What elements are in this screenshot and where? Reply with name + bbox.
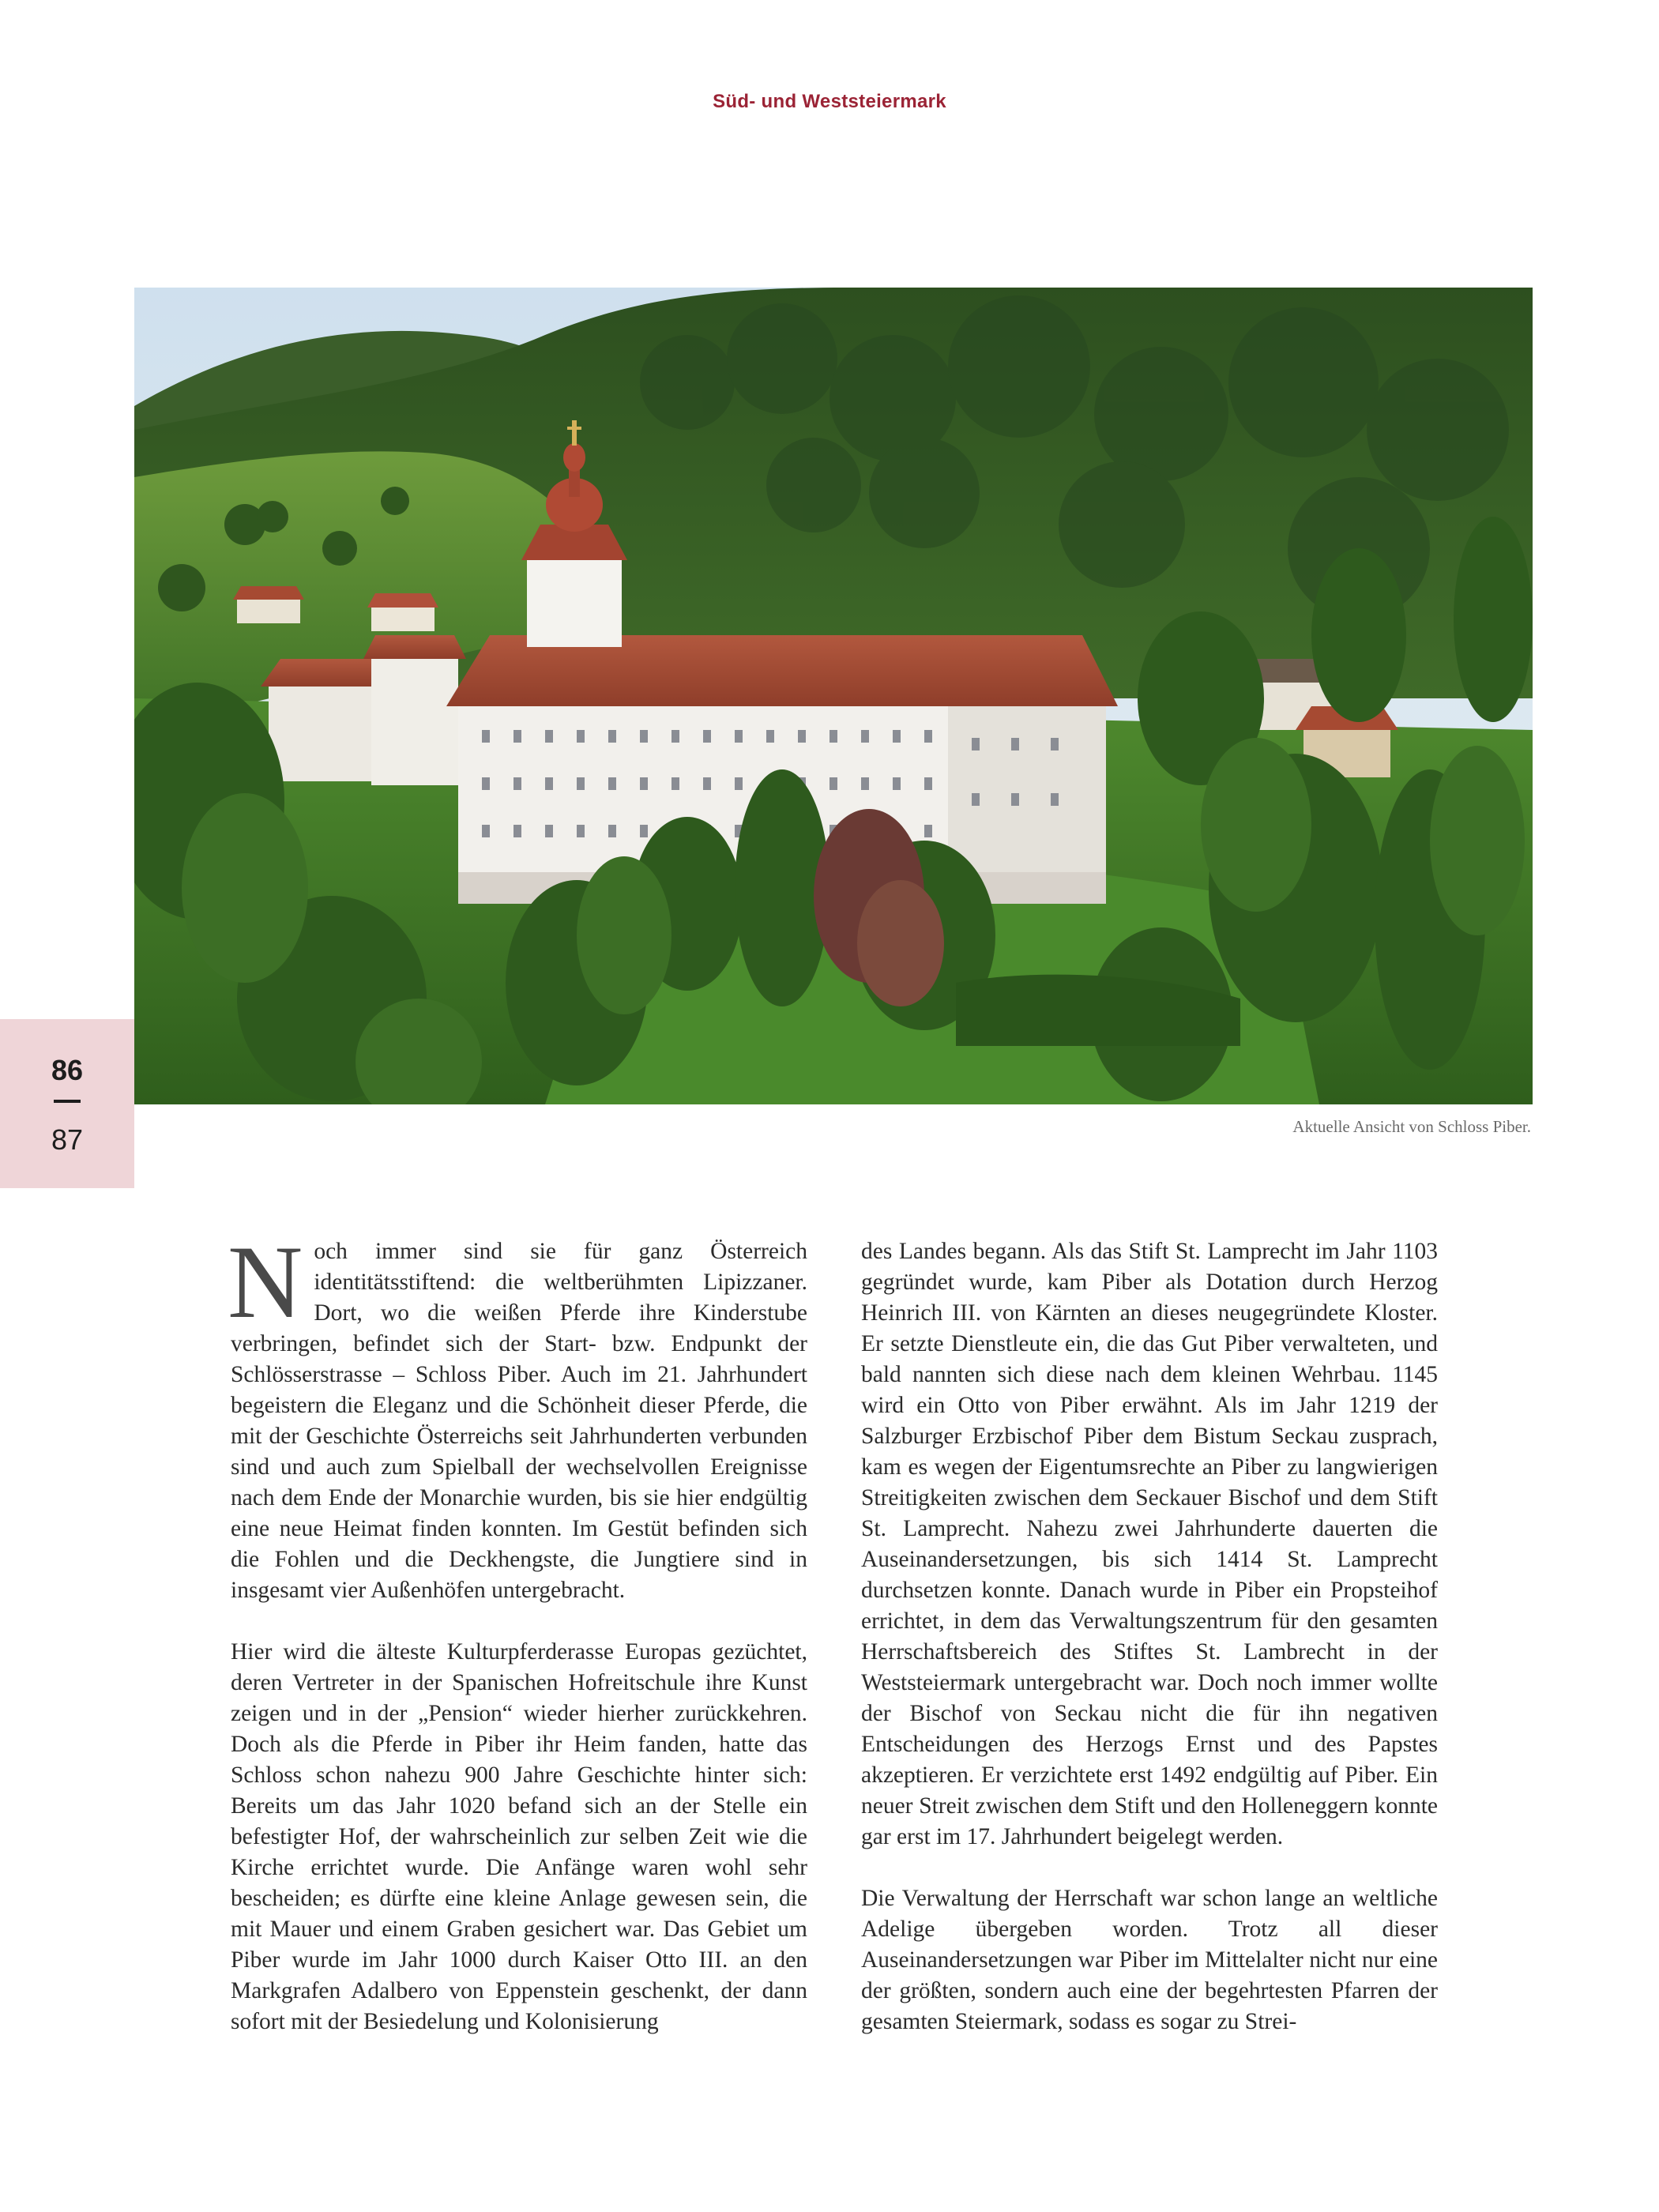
drop-cap: N bbox=[228, 1224, 303, 1340]
photo-caption: Aktuelle Ansicht von Schloss Piber. bbox=[1292, 1117, 1531, 1136]
facing-page-number: 87 bbox=[51, 1123, 84, 1156]
castle-photo bbox=[134, 288, 1533, 1104]
text-column-right bbox=[861, 1236, 1438, 2068]
running-head: Süd- und Weststeiermark bbox=[713, 91, 946, 112]
body-paragraph: Hier wird die älteste Kulturpferderasse Europas gezüchtet, deren Vertreter in der Spanischen Hofreitschule ihre Kunst zeigen und in der „Pension“ wieder hierher zurückkehren. Doch als die Pferde in Piber ihr Heim fanden, hatte das Schloss schon nahezu 900 Jahre Geschichte hinter sich: Bereits um das Jahr 1020 befand sich an der Stelle ein befestigter Hof, der wahrscheinlich zur selben Zeit wie die Kirche errichtet wurde. Die Anfänge waren wohl sehr bescheiden; es dürfte eine kleine Anlage gewesen sein, die mit Mauer und einem Graben gesichert war. Das Gebiet um Piber wurde im Jahr 1000 durch Kaiser Otto III. an den Markgrafen Adalbero von Eppenstein geschenkt, der dann sofort mit der Besiedelung und Kolonisierung bbox=[231, 1639, 807, 2034]
body-paragraph: Die Verwaltung der Herrschaft war schon lange an weltliche Adelige übergeben worden. Trotz all dieser Auseinandersetzungen war Piber im Mittelalter nicht nur eine der größten, sondern auch eine der begehrtesten Pfarren der gesamten Steiermark, sodass es sogar zu Strei- bbox=[861, 1886, 1438, 2034]
page-number-divider bbox=[54, 1100, 81, 1103]
page-number-tab bbox=[0, 1019, 134, 1188]
body-paragraph: des Landes begann. Als das Stift St. Lamprecht im Jahr 1103 gegründet wurde, kam Piber als Dotation durch Herzog Heinrich III. von Kärnten an dieses neugegründete Kloster. Er setzte Dienstleute ein, die das Gut Piber verwalteten, und bald nannten sich diese nach dem kleinen Wehrbau. 1145 wird ein Otto von Piber erwähnt. Als im Jahr 1219 der Salzburger Erzbischof Piber dem Bistum Seckau zusprach, kam es wegen der Eigentumsrechte an Piber zu langwierigen Streitigkeiten zwischen dem Seckauer Bischof und dem Stift St. Lamprecht. Nahezu zwei Jahrhunderte dauerten die Auseinandersetzungen, bis sich 1414 St. Lamprecht durchsetzen konnte. Danach wurde in Piber ein Propsteihof errichtet, in dem das Verwaltungszentrum für den gesamten Herrschaftsbereich des Stiftes St. Lambrecht in der Weststeiermark untergebracht war. Doch noch immer wollte der Bischof von Seckau nicht die für ihn negativen Entscheidungen des Herzogs Ernst und des Papstes akzeptieren. Er verzichtete erst 1492 endgültig auf Piber. Ein neuer Streit zwischen dem Stift und den Holleneggern konnte gar erst im 17. Jahrhundert beigelegt werden. bbox=[861, 1239, 1438, 1849]
text-column-left bbox=[228, 1224, 807, 2068]
intro-paragraph-text: och immer sind sie für ganz Österreich identitätsstiftend: die weltberühmten Lipizzaner. Dort, wo die weißen Pferde ihre Kinderstube verbringen, befindet sich der Start- bzw. Endpunkt der Schlösserstrasse – Schloss Piber. Auch im 21. Jahrhundert begeistern die Eleganz und die Schönheit dieser Pferde, die mit der Geschichte Österreichs seit Jahrhunderten verbunden sind und auch zum Spielball der wechselvollen Ereignisse nach dem Ende der Monarchie wurden, bis sie hier endgültig eine neue Heimat finden konnten. Im Gestüt befinden sich die Fohlen und die Deckhengste, die Jungtiere sind in insgesamt vier Außenhöfen untergebracht. bbox=[231, 1239, 807, 1603]
intro-paragraph bbox=[228, 1224, 807, 1606]
current-page-number: 86 bbox=[51, 1054, 84, 1086]
